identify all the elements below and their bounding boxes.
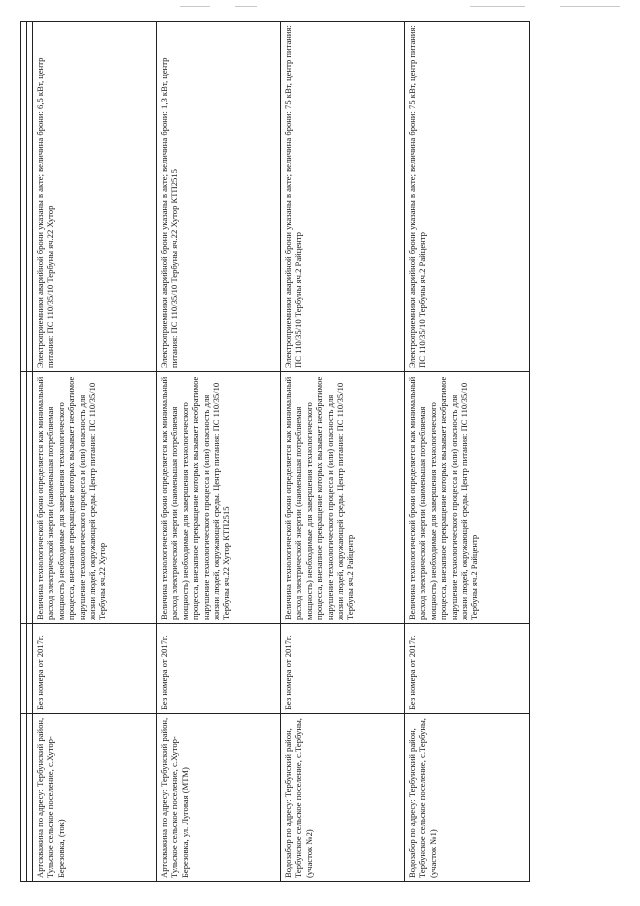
scan-artifact bbox=[235, 6, 257, 7]
tech-reserve-cell: Величина технологической брони определяется как минимальный расход электрической энергии (наименьшая потребляемая мощность) необходимые для завершения технологического процесса, внезапное прекращение которых вызывает необратимое нарушение технологического процесса и (или) опасность для жизни людей, окружающей среды. Центр питания: ПС 110/35/10 Тербуны яч.2 Райцентр bbox=[281, 372, 405, 624]
act-number-cell: Без номера от 2017г. bbox=[405, 624, 530, 714]
object-address-cell: Водозабор по адресу: Тербунский район, Тербунское сельское поселение, с.Тербуны, (участок №2) bbox=[281, 714, 405, 882]
emergency-reserve-cell: Электроприемники аварийной брони указаны в акте; величина брони: 6,5 кВт, центр питания: ПС 110/35/10 Тербуны яч.22 Хутор bbox=[33, 22, 157, 372]
table-row bbox=[405, 22, 530, 882]
tech-reserve-cell: Величина технологической брони определяется как минимальный расход электрической энергии (наименьшая потребляемая мощность) необходимые для завершения технологического процесса, внезапное прекращение которых вызывает необратимое нарушение технологического процесса и (или) опасность для жизни людей, окружающей среды. Центр питания: ПС 110/35/10 Тербуны яч.22 Хутор bbox=[33, 372, 157, 624]
scan-artifact bbox=[560, 6, 620, 7]
emergency-reserve-cell: Электроприемники аварийной брони указаны в акте; величина брони: 75 кВт, центр питания: ПС 110/35/10 Тербуны яч.2 Райцентр bbox=[281, 22, 405, 372]
table-row bbox=[281, 22, 405, 882]
scan-artifact bbox=[470, 6, 525, 7]
object-address-cell: Водозабор по адресу: Тербунский район, Тербунское сельское поселение, с.Тербуны, (участок №1) bbox=[405, 714, 530, 882]
table-row bbox=[157, 22, 281, 882]
act-number-cell: Без номера от 2017г. bbox=[157, 624, 281, 714]
tech-reserve-cell: Величина технологической брони определяется как минимальный расход электрической энергии (наименьшая потребляемая мощность) необходимые для завершения технологического процесса, внезапное прекращение которых вызывает необратимое нарушение технологического процесса и (или) опасность для жизни людей, окружающей среды. Центр питания: ПС 110/35/10 Тербуны яч.2 Райцентр bbox=[405, 372, 530, 624]
object-address-cell: Артскважина по адресу: Тербунский район, Тульское сельское поселение, с.Хутор-Березовка, ул. Луговая (МТМ) bbox=[157, 714, 281, 882]
scan-artifact bbox=[180, 6, 210, 7]
object-address-cell: Артскважина по адресу: Тербунский район, Тульское сельское поселение, с.Хутор-Березовка, (ток) bbox=[33, 714, 157, 882]
act-number-cell: Без номера от 2017г. bbox=[33, 624, 157, 714]
table-row bbox=[33, 22, 157, 882]
tech-reserve-cell: Величина технологической брони определяется как минимальный расход электрической энергии (наименьшая потребляемая мощность) необходимые для завершения технологического процесса, внезапное прекращение которых вызывает необратимое нарушение технологического процесса и (или) опасность для жизни людей, окружающей среды. Центр питания: ПС 110/35/10 Тербуны яч.22 Хутор КТП2515 bbox=[157, 372, 281, 624]
emergency-reserve-cell: Электроприемники аварийной брони указаны в акте; величина брони: 75 кВт, центр питания: ПС 110/35/10 Тербуны яч.2 Райцентр bbox=[405, 22, 530, 372]
rotated-page bbox=[20, 22, 521, 882]
act-number-cell: Без номера от 2017г. bbox=[281, 624, 405, 714]
emergency-reserve-table bbox=[20, 21, 530, 882]
emergency-reserve-cell: Электроприемники аварийной брони указаны в акте; величина брони: 1,3 кВт, центр питания: ПС 110/35/10 Тербуны яч.22 Хутор КТП2515 bbox=[157, 22, 281, 372]
